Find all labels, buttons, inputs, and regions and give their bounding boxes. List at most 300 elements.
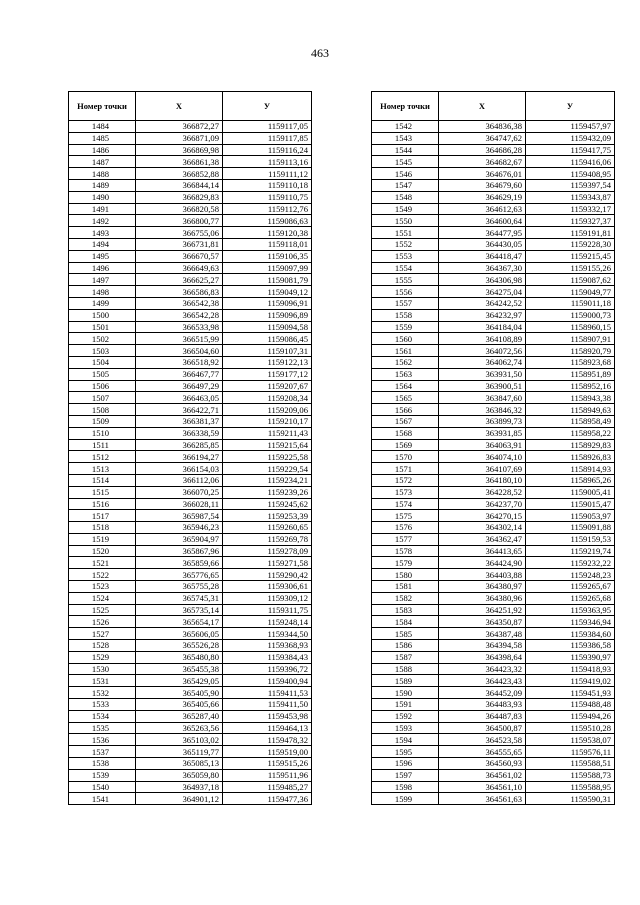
table-row <box>69 746 312 758</box>
x-coordinate-cell: 364477,95 <box>439 227 526 239</box>
y-coordinate-cell: 1159097,99 <box>223 262 312 274</box>
point-number-cell: 1597 <box>372 769 439 781</box>
y-coordinate-cell: 1159311,75 <box>223 604 312 616</box>
table-row <box>69 569 312 581</box>
y-coordinate-cell: 1159215,45 <box>526 250 615 262</box>
x-coordinate-cell: 364937,18 <box>136 781 223 793</box>
y-coordinate-cell: 1159248,14 <box>223 616 312 628</box>
x-coordinate-cell: 366504,60 <box>136 345 223 357</box>
point-number-cell: 1593 <box>372 722 439 734</box>
header-x: Х <box>136 92 223 121</box>
table-row <box>372 286 615 298</box>
table-row <box>69 793 312 805</box>
table-row <box>69 734 312 746</box>
table-row <box>69 474 312 486</box>
y-coordinate-cell: 1159478,32 <box>223 734 312 746</box>
point-number-cell: 1561 <box>372 345 439 357</box>
point-number-cell: 1567 <box>372 415 439 427</box>
x-coordinate-cell: 365946,23 <box>136 522 223 534</box>
point-number-cell: 1515 <box>69 486 136 498</box>
x-coordinate-cell: 364424,90 <box>439 557 526 569</box>
point-number-cell: 1555 <box>372 274 439 286</box>
table-row <box>69 498 312 510</box>
table-row <box>372 356 615 368</box>
y-coordinate-cell: 1159211,43 <box>223 427 312 439</box>
y-coordinate-cell: 1159112,76 <box>223 203 312 215</box>
point-number-cell: 1592 <box>372 710 439 722</box>
point-number-cell: 1548 <box>372 191 439 203</box>
coordinates-table-left <box>68 91 312 805</box>
table-row <box>372 309 615 321</box>
point-number-cell: 1500 <box>69 309 136 321</box>
point-number-cell: 1520 <box>69 545 136 557</box>
y-coordinate-cell: 1159005,41 <box>526 486 615 498</box>
table-row <box>69 144 312 156</box>
y-coordinate-cell: 1159096,91 <box>223 297 312 309</box>
table-row <box>372 121 615 133</box>
y-coordinate-cell: 1159363,95 <box>526 604 615 616</box>
point-number-cell: 1503 <box>69 345 136 357</box>
x-coordinate-cell: 364107,69 <box>439 463 526 475</box>
x-coordinate-cell: 364251,92 <box>439 604 526 616</box>
point-number-cell: 1512 <box>69 451 136 463</box>
point-number-cell: 1552 <box>372 238 439 250</box>
point-number-cell: 1546 <box>372 168 439 180</box>
table-row <box>69 404 312 416</box>
y-coordinate-cell: 1159417,75 <box>526 144 615 156</box>
table-row <box>372 262 615 274</box>
x-coordinate-cell: 365287,40 <box>136 710 223 722</box>
table-row <box>372 392 615 404</box>
table-row <box>69 592 312 604</box>
point-number-cell: 1574 <box>372 498 439 510</box>
point-number-cell: 1530 <box>69 663 136 675</box>
point-number-cell: 1511 <box>69 439 136 451</box>
table-row <box>372 486 615 498</box>
y-coordinate-cell: 1159588,73 <box>526 769 615 781</box>
table-row <box>69 545 312 557</box>
point-number-cell: 1506 <box>69 380 136 392</box>
point-number-cell: 1497 <box>69 274 136 286</box>
x-coordinate-cell: 364423,43 <box>439 675 526 687</box>
x-coordinate-cell: 364184,04 <box>439 321 526 333</box>
y-coordinate-cell: 1159232,22 <box>526 557 615 569</box>
x-coordinate-cell: 365654,17 <box>136 616 223 628</box>
y-coordinate-cell: 1159332,17 <box>526 203 615 215</box>
x-coordinate-cell: 366820,58 <box>136 203 223 215</box>
table-row <box>372 345 615 357</box>
table-row <box>69 651 312 663</box>
y-coordinate-cell: 1159049,77 <box>526 286 615 298</box>
point-number-cell: 1491 <box>69 203 136 215</box>
table-row <box>69 533 312 545</box>
table-row <box>372 191 615 203</box>
x-coordinate-cell: 364836,38 <box>439 121 526 133</box>
point-number-cell: 1562 <box>372 356 439 368</box>
point-number-cell: 1559 <box>372 321 439 333</box>
point-number-cell: 1516 <box>69 498 136 510</box>
y-coordinate-cell: 1159087,62 <box>526 274 615 286</box>
header-x: Х <box>439 92 526 121</box>
y-coordinate-cell: 1159094,58 <box>223 321 312 333</box>
point-number-cell: 1485 <box>69 132 136 144</box>
x-coordinate-cell: 363900,51 <box>439 380 526 392</box>
table-row <box>69 250 312 262</box>
x-coordinate-cell: 364074,10 <box>439 451 526 463</box>
table-row <box>69 510 312 522</box>
x-coordinate-cell: 364228,52 <box>439 486 526 498</box>
x-coordinate-cell: 364387,48 <box>439 628 526 640</box>
table-row <box>69 581 312 593</box>
x-coordinate-cell: 365405,66 <box>136 699 223 711</box>
y-coordinate-cell: 1159107,31 <box>223 345 312 357</box>
point-number-cell: 1551 <box>372 227 439 239</box>
header-row <box>69 92 312 121</box>
point-number-cell: 1521 <box>69 557 136 569</box>
point-number-cell: 1514 <box>69 474 136 486</box>
point-number-cell: 1542 <box>372 121 439 133</box>
point-number-cell: 1595 <box>372 746 439 758</box>
table-row <box>372 368 615 380</box>
x-coordinate-cell: 365904,97 <box>136 533 223 545</box>
table-row <box>69 769 312 781</box>
point-number-cell: 1528 <box>69 640 136 652</box>
point-number-cell: 1519 <box>69 533 136 545</box>
table-row <box>372 663 615 675</box>
y-coordinate-cell: 1159118,01 <box>223 238 312 250</box>
x-coordinate-cell: 365059,80 <box>136 769 223 781</box>
y-coordinate-cell: 1159457,97 <box>526 121 615 133</box>
y-coordinate-cell: 1159228,30 <box>526 238 615 250</box>
y-coordinate-cell: 1159418,93 <box>526 663 615 675</box>
point-number-cell: 1525 <box>69 604 136 616</box>
y-coordinate-cell: 1158943,38 <box>526 392 615 404</box>
table-row <box>69 179 312 191</box>
table-row <box>69 356 312 368</box>
point-number-cell: 1540 <box>69 781 136 793</box>
y-coordinate-cell: 1158965,26 <box>526 474 615 486</box>
table-row <box>372 545 615 557</box>
x-coordinate-cell: 366852,88 <box>136 168 223 180</box>
y-coordinate-cell: 1159271,58 <box>223 557 312 569</box>
x-coordinate-cell: 366872,27 <box>136 121 223 133</box>
table-row <box>69 191 312 203</box>
y-coordinate-cell: 1159091,88 <box>526 522 615 534</box>
table-row <box>372 581 615 593</box>
x-coordinate-cell: 365755,28 <box>136 581 223 593</box>
table-row <box>372 687 615 699</box>
y-coordinate-cell: 1159117,85 <box>223 132 312 144</box>
point-number-cell: 1564 <box>372 380 439 392</box>
point-number-cell: 1586 <box>372 640 439 652</box>
table-row <box>372 297 615 309</box>
table-row <box>372 427 615 439</box>
y-coordinate-cell: 1159269,78 <box>223 533 312 545</box>
y-coordinate-cell: 1159215,64 <box>223 439 312 451</box>
x-coordinate-cell: 364242,52 <box>439 297 526 309</box>
x-coordinate-cell: 364901,12 <box>136 793 223 805</box>
table-row <box>69 427 312 439</box>
table-row <box>372 710 615 722</box>
x-coordinate-cell: 366467,77 <box>136 368 223 380</box>
x-coordinate-cell: 364270,15 <box>439 510 526 522</box>
table-row <box>372 746 615 758</box>
table-row <box>372 451 615 463</box>
point-number-cell: 1523 <box>69 581 136 593</box>
x-coordinate-cell: 363846,32 <box>439 404 526 416</box>
x-coordinate-cell: 365867,96 <box>136 545 223 557</box>
x-coordinate-cell: 364523,58 <box>439 734 526 746</box>
x-coordinate-cell: 366497,29 <box>136 380 223 392</box>
point-number-cell: 1494 <box>69 238 136 250</box>
point-number-cell: 1563 <box>372 368 439 380</box>
x-coordinate-cell: 365480,80 <box>136 651 223 663</box>
point-number-cell: 1558 <box>372 309 439 321</box>
y-coordinate-cell: 1159416,06 <box>526 156 615 168</box>
point-number-cell: 1587 <box>372 651 439 663</box>
point-number-cell: 1532 <box>69 687 136 699</box>
y-coordinate-cell: 1158926,83 <box>526 451 615 463</box>
table-row <box>372 640 615 652</box>
y-coordinate-cell: 1159396,72 <box>223 663 312 675</box>
header-point-number: Номер точки <box>372 92 439 121</box>
y-coordinate-cell: 1159511,96 <box>223 769 312 781</box>
y-coordinate-cell: 1159159,53 <box>526 533 615 545</box>
point-number-cell: 1570 <box>372 451 439 463</box>
point-number-cell: 1533 <box>69 699 136 711</box>
table-row <box>372 734 615 746</box>
y-coordinate-cell: 1159400,94 <box>223 675 312 687</box>
table-row <box>69 604 312 616</box>
point-number-cell: 1545 <box>372 156 439 168</box>
table-row <box>69 392 312 404</box>
x-coordinate-cell: 366755,06 <box>136 227 223 239</box>
x-coordinate-cell: 364413,65 <box>439 545 526 557</box>
point-number-cell: 1589 <box>372 675 439 687</box>
x-coordinate-cell: 364682,67 <box>439 156 526 168</box>
table-row <box>372 333 615 345</box>
table-row <box>69 640 312 652</box>
point-number-cell: 1488 <box>69 168 136 180</box>
y-coordinate-cell: 1159253,39 <box>223 510 312 522</box>
x-coordinate-cell: 364560,93 <box>439 758 526 770</box>
x-coordinate-cell: 365735,14 <box>136 604 223 616</box>
point-number-cell: 1522 <box>69 569 136 581</box>
point-number-cell: 1537 <box>69 746 136 758</box>
y-coordinate-cell: 1159488,48 <box>526 699 615 711</box>
x-coordinate-cell: 366112,06 <box>136 474 223 486</box>
y-coordinate-cell: 1159588,51 <box>526 758 615 770</box>
y-coordinate-cell: 1158923,68 <box>526 356 615 368</box>
y-coordinate-cell: 1159086,45 <box>223 333 312 345</box>
point-number-cell: 1579 <box>372 557 439 569</box>
x-coordinate-cell: 363931,50 <box>439 368 526 380</box>
y-coordinate-cell: 1158951,89 <box>526 368 615 380</box>
y-coordinate-cell: 1159110,75 <box>223 191 312 203</box>
point-number-cell: 1507 <box>69 392 136 404</box>
point-number-cell: 1573 <box>372 486 439 498</box>
table-row <box>372 781 615 793</box>
x-coordinate-cell: 364394,58 <box>439 640 526 652</box>
x-coordinate-cell: 364275,04 <box>439 286 526 298</box>
table-row <box>372 250 615 262</box>
x-coordinate-cell: 365987,54 <box>136 510 223 522</box>
y-coordinate-cell: 1159209,06 <box>223 404 312 416</box>
table-row <box>372 380 615 392</box>
point-number-cell: 1569 <box>372 439 439 451</box>
y-coordinate-cell: 1159306,61 <box>223 581 312 593</box>
point-number-cell: 1598 <box>372 781 439 793</box>
x-coordinate-cell: 366731,81 <box>136 238 223 250</box>
point-number-cell: 1541 <box>69 793 136 805</box>
point-number-cell: 1594 <box>372 734 439 746</box>
table-body-left <box>69 121 312 805</box>
x-coordinate-cell: 363899,73 <box>439 415 526 427</box>
table-row <box>69 227 312 239</box>
x-coordinate-cell: 366869,98 <box>136 144 223 156</box>
y-coordinate-cell: 1159309,12 <box>223 592 312 604</box>
x-coordinate-cell: 364487,83 <box>439 710 526 722</box>
point-number-cell: 1499 <box>69 297 136 309</box>
y-coordinate-cell: 1159116,24 <box>223 144 312 156</box>
x-coordinate-cell: 364380,96 <box>439 592 526 604</box>
x-coordinate-cell: 366542,28 <box>136 309 223 321</box>
table-row <box>69 345 312 357</box>
point-number-cell: 1560 <box>372 333 439 345</box>
y-coordinate-cell: 1159519,00 <box>223 746 312 758</box>
point-number-cell: 1518 <box>69 522 136 534</box>
point-number-cell: 1534 <box>69 710 136 722</box>
x-coordinate-cell: 366649,63 <box>136 262 223 274</box>
point-number-cell: 1484 <box>69 121 136 133</box>
x-coordinate-cell: 366829,83 <box>136 191 223 203</box>
y-coordinate-cell: 1159207,67 <box>223 380 312 392</box>
y-coordinate-cell: 1159451,93 <box>526 687 615 699</box>
x-coordinate-cell: 365526,28 <box>136 640 223 652</box>
y-coordinate-cell: 1159239,26 <box>223 486 312 498</box>
x-coordinate-cell: 364072,56 <box>439 345 526 357</box>
x-coordinate-cell: 365429,05 <box>136 675 223 687</box>
x-coordinate-cell: 364063,91 <box>439 439 526 451</box>
y-coordinate-cell: 1159411,53 <box>223 687 312 699</box>
x-coordinate-cell: 366422,71 <box>136 404 223 416</box>
point-number-cell: 1502 <box>69 333 136 345</box>
point-number-cell: 1577 <box>372 533 439 545</box>
x-coordinate-cell: 366381,37 <box>136 415 223 427</box>
y-coordinate-cell: 1159096,89 <box>223 309 312 321</box>
table-row <box>372 474 615 486</box>
x-coordinate-cell: 363931,85 <box>439 427 526 439</box>
x-coordinate-cell: 364350,87 <box>439 616 526 628</box>
table-row <box>69 380 312 392</box>
y-coordinate-cell: 1159590,31 <box>526 793 615 805</box>
table-row <box>372 510 615 522</box>
x-coordinate-cell: 366586,83 <box>136 286 223 298</box>
x-coordinate-cell: 366285,85 <box>136 439 223 451</box>
x-coordinate-cell: 365745,31 <box>136 592 223 604</box>
table-row <box>372 616 615 628</box>
point-number-cell: 1505 <box>69 368 136 380</box>
y-coordinate-cell: 1158958,22 <box>526 427 615 439</box>
point-number-cell: 1557 <box>372 297 439 309</box>
y-coordinate-cell: 1159485,27 <box>223 781 312 793</box>
x-coordinate-cell: 364561,63 <box>439 793 526 805</box>
table-row <box>69 274 312 286</box>
table-row <box>69 663 312 675</box>
x-coordinate-cell: 366861,38 <box>136 156 223 168</box>
point-number-cell: 1580 <box>372 569 439 581</box>
x-coordinate-cell: 366515,99 <box>136 333 223 345</box>
x-coordinate-cell: 366625,27 <box>136 274 223 286</box>
point-number-cell: 1585 <box>372 628 439 640</box>
coordinates-table-right <box>371 91 615 805</box>
y-coordinate-cell: 1159113,16 <box>223 156 312 168</box>
x-coordinate-cell: 364561,02 <box>439 769 526 781</box>
y-coordinate-cell: 1159248,23 <box>526 569 615 581</box>
y-coordinate-cell: 1159049,12 <box>223 286 312 298</box>
x-coordinate-cell: 366154,03 <box>136 463 223 475</box>
point-number-cell: 1575 <box>372 510 439 522</box>
y-coordinate-cell: 1159265,67 <box>526 581 615 593</box>
y-coordinate-cell: 1159053,97 <box>526 510 615 522</box>
y-coordinate-cell: 1159411,50 <box>223 699 312 711</box>
y-coordinate-cell: 1159464,13 <box>223 722 312 734</box>
point-number-cell: 1596 <box>372 758 439 770</box>
x-coordinate-cell: 366463,05 <box>136 392 223 404</box>
table-row <box>372 533 615 545</box>
point-number-cell: 1510 <box>69 427 136 439</box>
table-row <box>69 616 312 628</box>
table-row <box>69 439 312 451</box>
x-coordinate-cell: 364232,97 <box>439 309 526 321</box>
point-number-cell: 1583 <box>372 604 439 616</box>
y-coordinate-cell: 1159208,34 <box>223 392 312 404</box>
x-coordinate-cell: 366844,14 <box>136 179 223 191</box>
table-body-right <box>372 121 615 805</box>
y-coordinate-cell: 1159290,42 <box>223 569 312 581</box>
point-number-cell: 1553 <box>372 250 439 262</box>
x-coordinate-cell: 364686,28 <box>439 144 526 156</box>
point-number-cell: 1536 <box>69 734 136 746</box>
table-row <box>372 557 615 569</box>
y-coordinate-cell: 1159419,02 <box>526 675 615 687</box>
y-coordinate-cell: 1159086,63 <box>223 215 312 227</box>
point-number-cell: 1489 <box>69 179 136 191</box>
x-coordinate-cell: 365103,02 <box>136 734 223 746</box>
x-coordinate-cell: 366070,25 <box>136 486 223 498</box>
y-coordinate-cell: 1159106,35 <box>223 250 312 262</box>
y-coordinate-cell: 1159397,54 <box>526 179 615 191</box>
point-number-cell: 1504 <box>69 356 136 368</box>
x-coordinate-cell: 364483,93 <box>439 699 526 711</box>
point-number-cell: 1588 <box>372 663 439 675</box>
table-row <box>69 522 312 534</box>
x-coordinate-cell: 364452,09 <box>439 687 526 699</box>
x-coordinate-cell: 365859,66 <box>136 557 223 569</box>
point-number-cell: 1543 <box>372 132 439 144</box>
x-coordinate-cell: 366542,38 <box>136 297 223 309</box>
x-coordinate-cell: 364398,64 <box>439 651 526 663</box>
y-coordinate-cell: 1159000,73 <box>526 309 615 321</box>
x-coordinate-cell: 364108,89 <box>439 333 526 345</box>
y-coordinate-cell: 1159011,18 <box>526 297 615 309</box>
x-coordinate-cell: 364423,32 <box>439 663 526 675</box>
x-coordinate-cell: 366338,59 <box>136 427 223 439</box>
table-row <box>372 793 615 805</box>
x-coordinate-cell: 364062,74 <box>439 356 526 368</box>
y-coordinate-cell: 1159346,94 <box>526 616 615 628</box>
table-row <box>69 710 312 722</box>
